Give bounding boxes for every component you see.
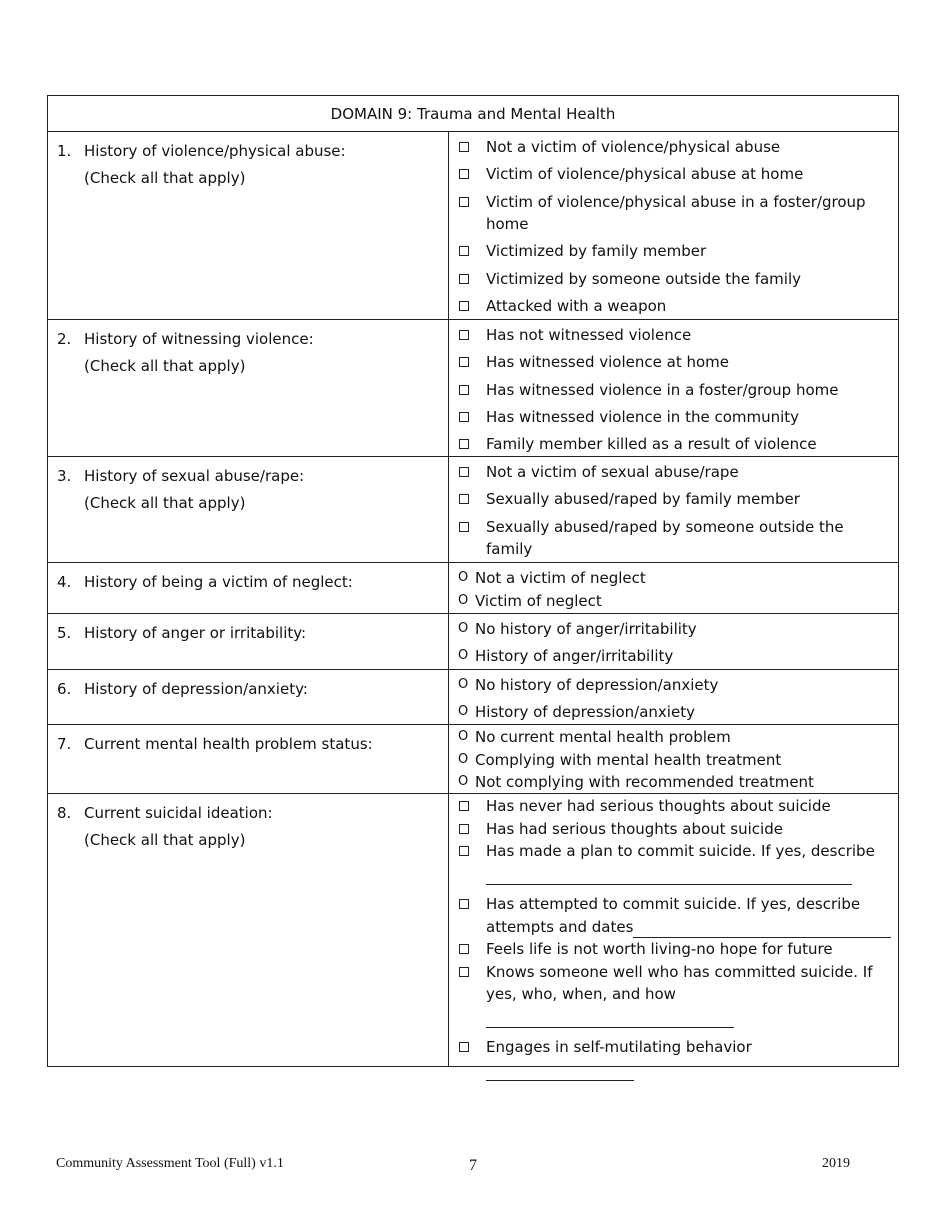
option-label: Has not witnessed violence xyxy=(486,326,692,344)
checkbox-icon[interactable] xyxy=(459,824,469,834)
radio-option[interactable] xyxy=(458,567,892,590)
checkbox-icon[interactable] xyxy=(459,385,469,395)
checkbox-icon[interactable] xyxy=(459,944,469,954)
question-cell xyxy=(48,563,449,613)
option-label: Sexually abused/raped by someone outside the family xyxy=(486,517,844,559)
radio-icon[interactable]: O xyxy=(458,648,469,664)
radio-icon[interactable]: O xyxy=(458,729,469,744)
radio-icon[interactable]: O xyxy=(458,751,469,767)
checkbox-option[interactable] xyxy=(458,240,892,263)
attempts-dates-line[interactable] xyxy=(633,921,891,938)
checkbox-option[interactable] xyxy=(458,818,892,841)
checkbox-icon[interactable] xyxy=(459,467,469,477)
checkbox-icon[interactable] xyxy=(459,357,469,367)
checkbox-icon[interactable] xyxy=(459,274,469,284)
question-cell xyxy=(48,320,449,456)
option-label: Attacked with a weapon xyxy=(486,296,667,315)
question-label: History of depression/anxiety: xyxy=(84,680,308,698)
footer-page-number: 7 xyxy=(469,1157,477,1174)
answer-cell xyxy=(449,725,898,793)
checkbox-option[interactable] xyxy=(458,1036,892,1081)
radio-icon[interactable]: O xyxy=(458,704,469,720)
answer-cell xyxy=(449,320,898,456)
checkbox-option[interactable] xyxy=(458,136,892,159)
question-cell xyxy=(48,725,449,793)
question-label: History of witnessing violence: xyxy=(84,330,314,348)
option-label: Has attempted to commit suicide. If yes, describe xyxy=(486,895,861,913)
question-instruction: (Check all that apply) xyxy=(84,494,246,512)
checkbox-icon[interactable] xyxy=(459,439,469,449)
option-label: Victim of violence/physical abuse at home xyxy=(486,165,804,184)
checkbox-icon[interactable] xyxy=(459,412,469,422)
who-when-how-line[interactable] xyxy=(486,1011,734,1028)
option-label: Feels life is not worth living-no hope for future xyxy=(486,940,833,958)
radio-icon[interactable]: O xyxy=(458,570,469,585)
option-label: Not a victim of violence/physical abuse xyxy=(486,138,781,156)
question-cell xyxy=(48,614,449,669)
question-label: History of sexual abuse/rape: xyxy=(84,467,305,485)
radio-icon[interactable]: O xyxy=(458,677,469,692)
checkbox-icon[interactable] xyxy=(459,142,469,152)
checkbox-option[interactable] xyxy=(458,893,892,938)
question-number: 3. xyxy=(57,467,72,485)
checkbox-option[interactable] xyxy=(458,938,892,961)
checkbox-icon[interactable] xyxy=(459,197,469,207)
question-number: 4. xyxy=(57,573,72,591)
checkbox-option[interactable] xyxy=(458,461,892,484)
option-label: Victim of neglect xyxy=(475,591,602,610)
answer-cell xyxy=(449,614,898,669)
option-label: attempts and dates xyxy=(486,917,634,936)
radio-icon[interactable]: O xyxy=(458,592,469,608)
option-label: Family member killed as a result of violence xyxy=(486,435,817,454)
radio-option[interactable] xyxy=(458,749,892,772)
question-cell xyxy=(48,670,449,724)
checkbox-icon[interactable] xyxy=(459,169,469,179)
option-label: Complying with mental health treatment xyxy=(475,750,782,769)
question-instruction: (Check all that apply) xyxy=(84,357,246,375)
option-label: Victimized by someone outside the family xyxy=(486,269,801,288)
question-row-8 xyxy=(48,794,898,1066)
radio-option[interactable] xyxy=(458,590,892,613)
checkbox-icon[interactable] xyxy=(459,846,469,856)
question-number: 8. xyxy=(57,804,72,822)
question-number: 6. xyxy=(57,680,72,698)
question-instruction: (Check all that apply) xyxy=(84,169,246,187)
radio-option[interactable] xyxy=(458,771,892,794)
option-label: Victimized by family member xyxy=(486,242,707,261)
checkbox-icon[interactable] xyxy=(459,522,469,532)
question-row-3 xyxy=(48,457,898,563)
question-row-6 xyxy=(48,670,898,725)
radio-option[interactable] xyxy=(458,618,892,641)
checkbox-option[interactable] xyxy=(458,324,892,347)
option-label: History of depression/anxiety xyxy=(475,703,695,722)
option-label: Has witnessed violence in the community xyxy=(486,407,800,426)
checkbox-icon[interactable] xyxy=(459,330,469,340)
checkbox-option[interactable] xyxy=(458,961,892,1029)
option-label: Not a victim of sexual abuse/rape xyxy=(486,463,739,481)
checkbox-option[interactable] xyxy=(458,516,892,561)
answer-cell xyxy=(449,670,898,724)
option-label: Has had serious thoughts about suicide xyxy=(486,819,783,838)
option-label: No history of anger/irritability xyxy=(475,620,697,638)
question-row-5 xyxy=(48,614,898,670)
option-label: Knows someone well who has committed suicide. If yes, who, when, and how xyxy=(486,962,873,1003)
option-label: Has witnessed violence in a foster/group home xyxy=(486,380,839,399)
domain-table xyxy=(47,95,899,1067)
question-label: History of violence/physical abuse: xyxy=(84,142,346,160)
radio-icon[interactable]: O xyxy=(458,621,469,636)
answer-cell xyxy=(449,563,898,613)
option-label: History of anger/irritability xyxy=(475,647,674,666)
question-label: Current suicidal ideation: xyxy=(84,804,273,822)
checkbox-icon[interactable] xyxy=(459,494,469,504)
option-label: Engages in self-mutilating behavior xyxy=(486,1038,752,1056)
checkbox-option[interactable] xyxy=(458,163,892,186)
option-label: Not complying with recommended treatment xyxy=(475,773,814,791)
question-cell xyxy=(48,457,449,562)
checkbox-icon[interactable] xyxy=(459,246,469,256)
radio-option[interactable] xyxy=(458,674,892,697)
question-instruction: (Check all that apply) xyxy=(84,831,246,849)
question-label: History of anger or irritability: xyxy=(84,624,307,642)
question-row-2 xyxy=(48,320,898,457)
footer-year: 2019 xyxy=(822,1156,850,1171)
question-row-7 xyxy=(48,725,898,794)
plan-description-line[interactable] xyxy=(486,868,852,885)
checkbox-option[interactable] xyxy=(458,795,892,818)
checkbox-icon[interactable] xyxy=(459,301,469,311)
option-label: No history of depression/anxiety xyxy=(475,676,719,694)
domain-title: DOMAIN 9: Trauma and Mental Health xyxy=(48,96,898,132)
question-cell xyxy=(48,132,449,319)
option-label: Sexually abused/raped by family member xyxy=(486,490,800,509)
question-row-4 xyxy=(48,563,898,614)
checkbox-option[interactable] xyxy=(458,379,892,402)
answer-cell xyxy=(449,457,898,562)
checkbox-option[interactable] xyxy=(458,351,892,374)
question-label: Current mental health problem status: xyxy=(84,735,373,753)
question-number: 2. xyxy=(57,330,72,348)
footer-left: Community Assessment Tool (Full) v1.1 xyxy=(56,1156,284,1171)
self-mutilating-line[interactable] xyxy=(486,1064,634,1081)
checkbox-option[interactable] xyxy=(458,268,892,291)
checkbox-icon[interactable] xyxy=(459,801,469,811)
radio-option[interactable] xyxy=(458,726,892,749)
option-label: Not a victim of neglect xyxy=(475,569,646,587)
answer-cell xyxy=(449,132,898,319)
checkbox-option[interactable] xyxy=(458,840,892,885)
checkbox-icon[interactable] xyxy=(459,899,469,909)
radio-option[interactable] xyxy=(458,645,892,668)
checkbox-icon[interactable] xyxy=(459,1042,469,1052)
answer-cell xyxy=(449,794,898,1066)
checkbox-icon[interactable] xyxy=(459,967,469,977)
question-number: 5. xyxy=(57,624,72,642)
radio-option[interactable] xyxy=(458,701,892,724)
option-label: No current mental health problem xyxy=(475,728,731,746)
checkbox-option[interactable] xyxy=(458,406,892,429)
question-cell xyxy=(48,794,449,1066)
question-number: 1. xyxy=(57,142,72,160)
question-row-1 xyxy=(48,132,898,320)
option-label: Has made a plan to commit suicide. If yes, describe xyxy=(486,842,875,860)
checkbox-option[interactable] xyxy=(458,488,892,511)
radio-icon[interactable]: O xyxy=(458,774,469,789)
question-number: 7. xyxy=(57,735,72,753)
checkbox-option[interactable] xyxy=(458,433,892,456)
option-label: Victim of violence/physical abuse in a foster/group home xyxy=(486,192,866,234)
question-label: History of being a victim of neglect: xyxy=(84,573,353,591)
checkbox-option[interactable] xyxy=(458,295,892,318)
option-label: Has witnessed violence at home xyxy=(486,353,729,372)
option-label: Has never had serious thoughts about suicide xyxy=(486,797,831,815)
checkbox-option[interactable] xyxy=(458,191,892,236)
